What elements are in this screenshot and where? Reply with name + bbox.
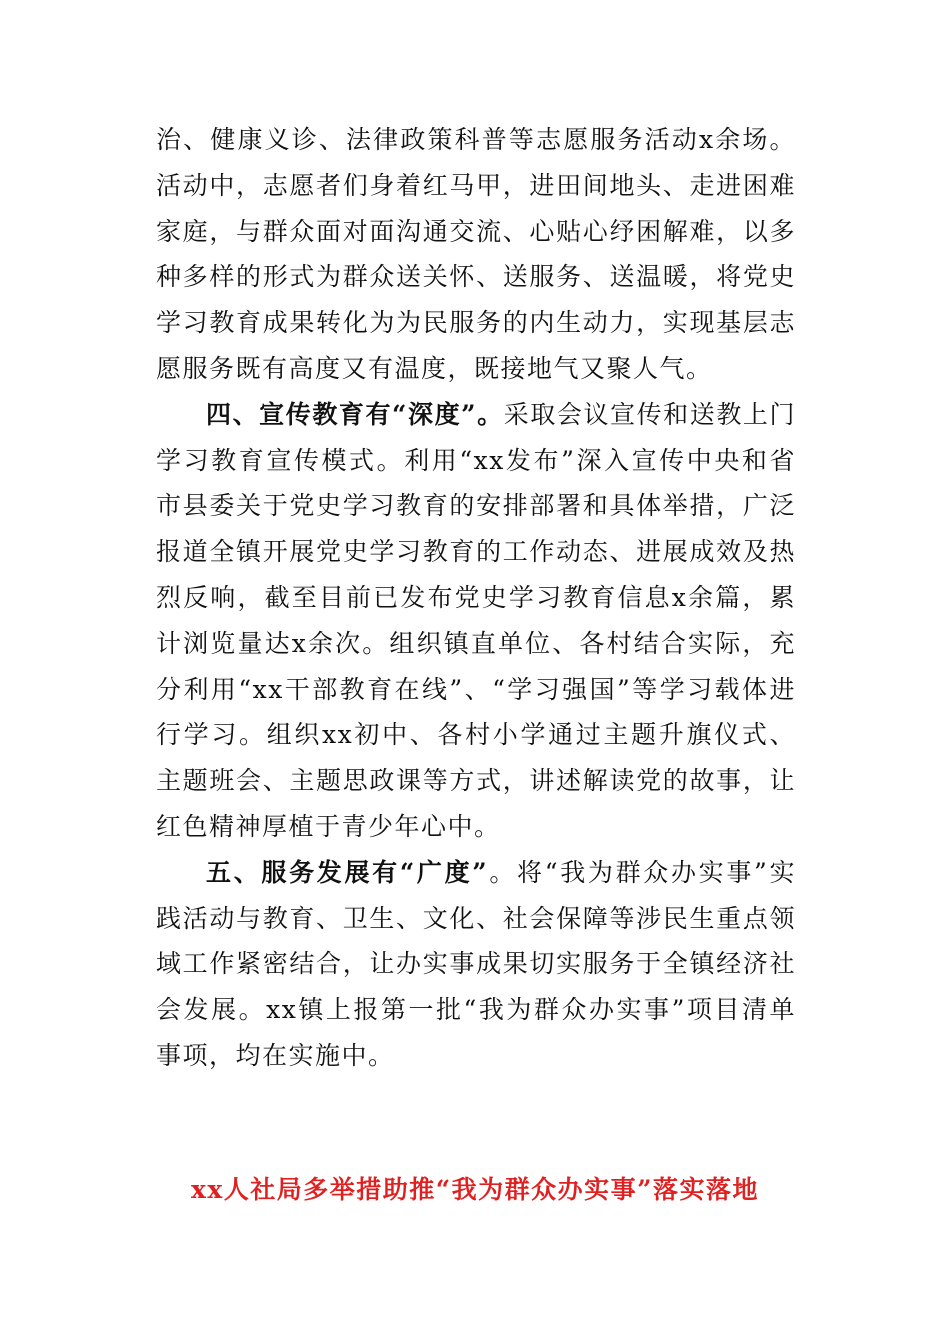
section-heading-four: 四、宣传教育有“深度”。 (206, 399, 504, 429)
paragraph-text: 采取会议宣传和送教上门学习教育宣传模式。利用“xx发布”深入宣传中央和省市县委关于党史学习教育的安排部署和具体举措，广泛报道全镇开展党史学习教育的工作动态、进展成效及热烈反响，截至目前已发布党史学习教育信息x余篇，累计浏览量达x余次。组织镇直单位、各村结合实际，充分利用“xx干部教育在线”、“学习强国”等学习载体进行学习。组织xx初中、各村小学通过主题升旗仪式、主题班会、主题思政课等方式，讲述解读党的故事，让红色精神厚植于青少年心中。 (156, 399, 796, 841)
paragraph-publicity-education (156, 392, 796, 850)
paragraph-service-development (156, 850, 796, 1079)
section-heading-five: 五、服务发展有“广度” (206, 857, 489, 887)
paragraph-volunteer-service (156, 117, 796, 392)
paragraph-text: 。将“我为群众办实事”实践活动与教育、卫生、文化、社会保障等涉民生重点领域工作紧密结合，让办实事成果切实服务于全镇经济社会发展。xx镇上报第一批“我为群众办实事”项目清单事项，均在实施中。 (156, 857, 797, 1070)
article-body (156, 117, 796, 1079)
paragraph-text: 治、健康义诊、法律政策科普等志愿服务活动x余场。活动中，志愿者们身着红马甲，进田间地头、走进困难家庭，与群众面对面沟通交流、心贴心纾困解难，以多种多样的形式为群众送关怀、送服务、送温暖，将党史学习教育成果转化为为民服务的内生动力，实现基层志愿服务既有高度又有温度，既接地气又聚人气。 (156, 125, 796, 383)
next-article-title: xx人社局多举措助推“我为群众办实事”落实落地 (190, 1175, 760, 1204)
